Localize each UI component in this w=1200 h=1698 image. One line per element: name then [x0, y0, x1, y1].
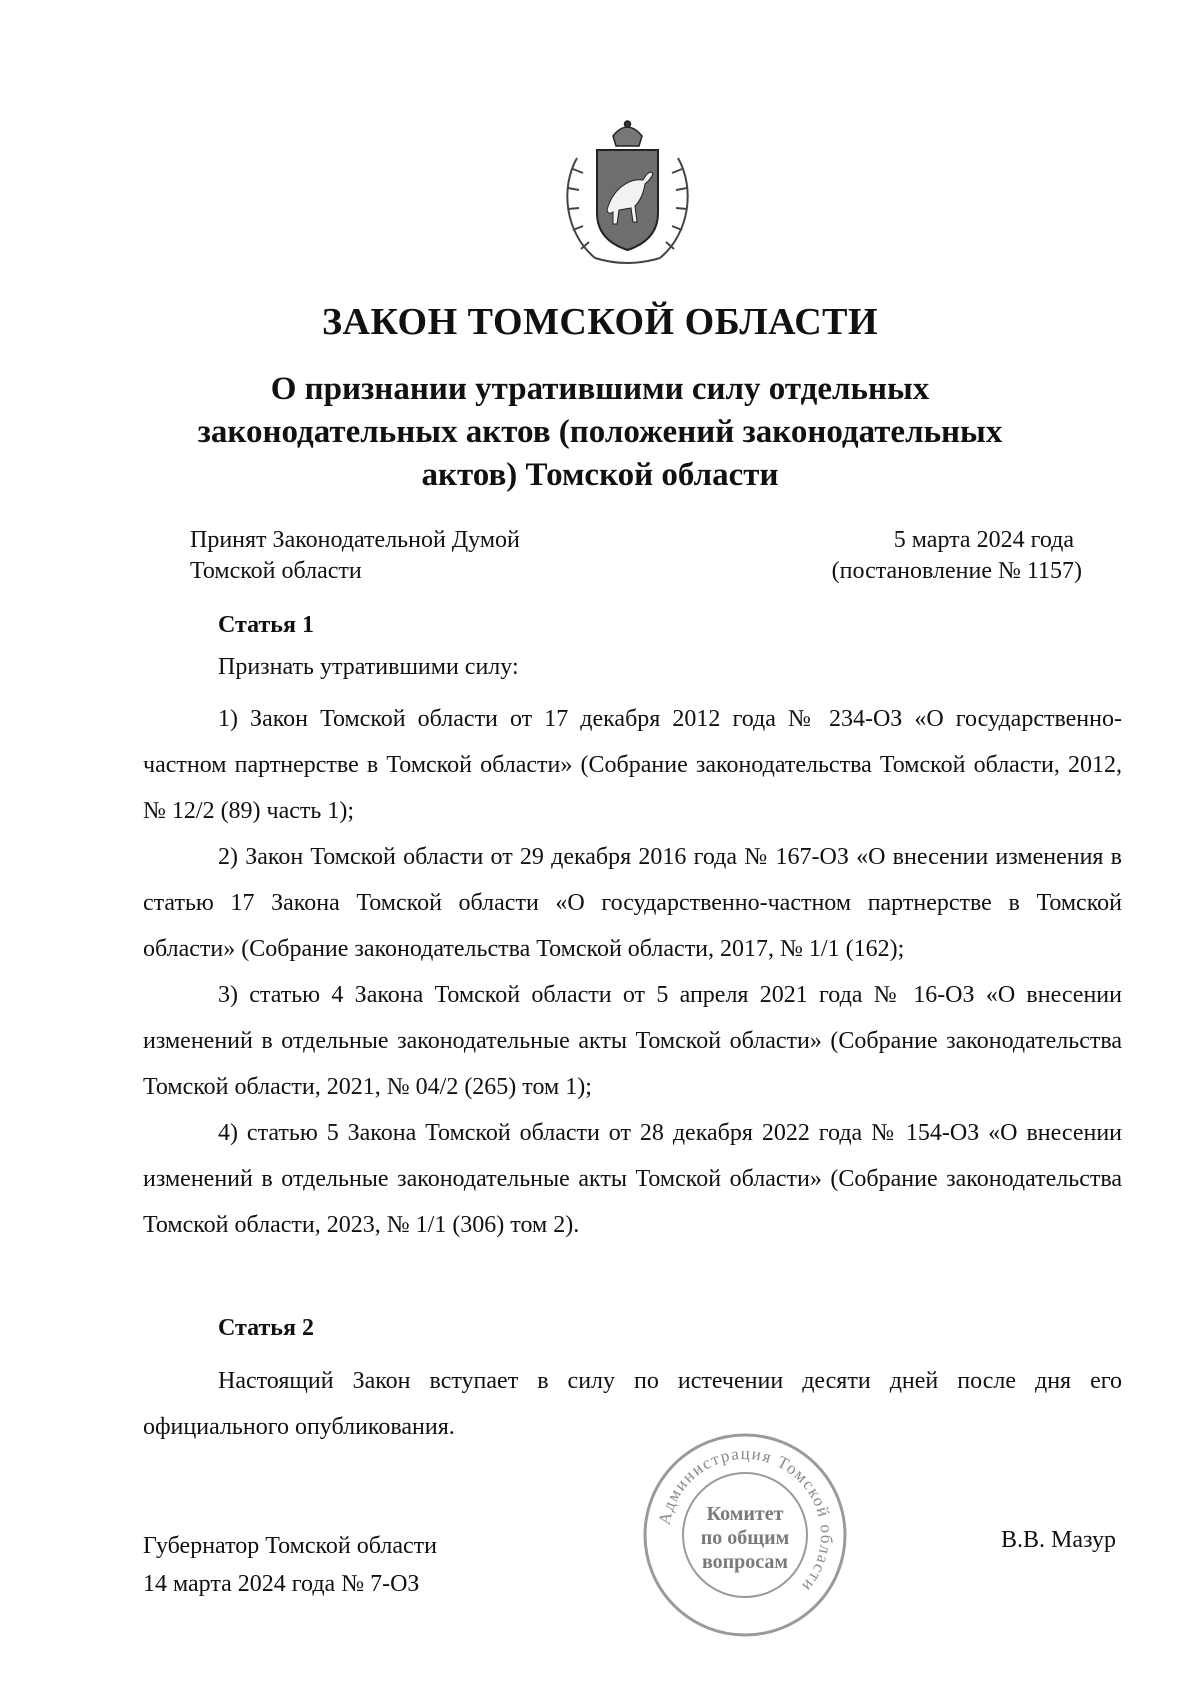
document-subtitle: О признании утратившими силу отдельных законодательных актов (положений законодательных актов) Томской области	[197, 371, 1003, 493]
adoption-date-block	[832, 525, 1082, 587]
official-stamp	[640, 1430, 850, 1640]
stamp-center-line1: Комитет	[706, 1503, 784, 1525]
stamp-ring-text: Администрация Томской области	[654, 1443, 837, 1597]
adoption-body	[190, 525, 520, 587]
adoption-body-line1: Принят Законодательной Думой	[190, 527, 520, 553]
article-2-text: Настоящий Закон вступает в силу по истечении десяти дней после дня его официального опубликования.	[143, 1368, 1122, 1440]
adoption-date: 5 марта 2024 года	[893, 527, 1074, 553]
coat-of-arms-icon	[555, 118, 700, 268]
list-item: 3) статью 4 Закона Томской области от 5 апреля 2021 года № 16-ОЗ «О внесении изменений в отдельные законодательные акты Томской области» (Собрание законодательства Томской области, 2021, № 04/2 (265) том 1);	[143, 982, 1122, 1100]
article-2-body	[143, 1358, 1122, 1450]
document-title: ЗАКОН ТОМСКОЙ ОБЛАСТИ	[321, 301, 879, 343]
stamp-center-line3: вопросам	[701, 1551, 789, 1573]
adoption-resolution: (постановление № 1157)	[831, 558, 1082, 584]
signature-block	[143, 1527, 437, 1603]
article-1-list	[143, 696, 1122, 1248]
article-2-heading: Статья 2	[218, 1315, 314, 1341]
list-item: 4) статью 5 Закона Томской области от 28 декабря 2022 года № 154-ОЗ «О внесении изменений в отдельные законодательные акты Томской области» (Собрание законодательства Томской области, 2023, № 1/1 (306) том 2).	[143, 1120, 1122, 1238]
article-1-intro: Признать утратившими силу:	[218, 654, 519, 680]
list-item: 2) Закон Томской области от 29 декабря 2016 года № 167-ОЗ «О внесении изменения в статью 17 Закона Томской области «О государственно-частном партнерстве в Томской области» (Собрание законодательства Томской области, 2017, № 1/1 (162);	[143, 844, 1122, 962]
signature-date-number: 14 марта 2024 года № 7-ОЗ	[143, 1571, 420, 1597]
stamp-center-line2: по общим	[700, 1527, 790, 1549]
signature-position: Губернатор Томской области	[143, 1533, 437, 1559]
list-item: 1) Закон Томской области от 17 декабря 2012 года № 234-ОЗ «О государственно-частном партнерстве в Томской области» (Собрание законодательства Томской области, 2012, № 12/2 (89) часть 1);	[143, 706, 1122, 824]
adoption-body-line2: Томской области	[190, 558, 362, 584]
article-1-heading: Статья 1	[218, 612, 314, 638]
signature-name: В.В. Мазур	[1001, 1527, 1116, 1553]
